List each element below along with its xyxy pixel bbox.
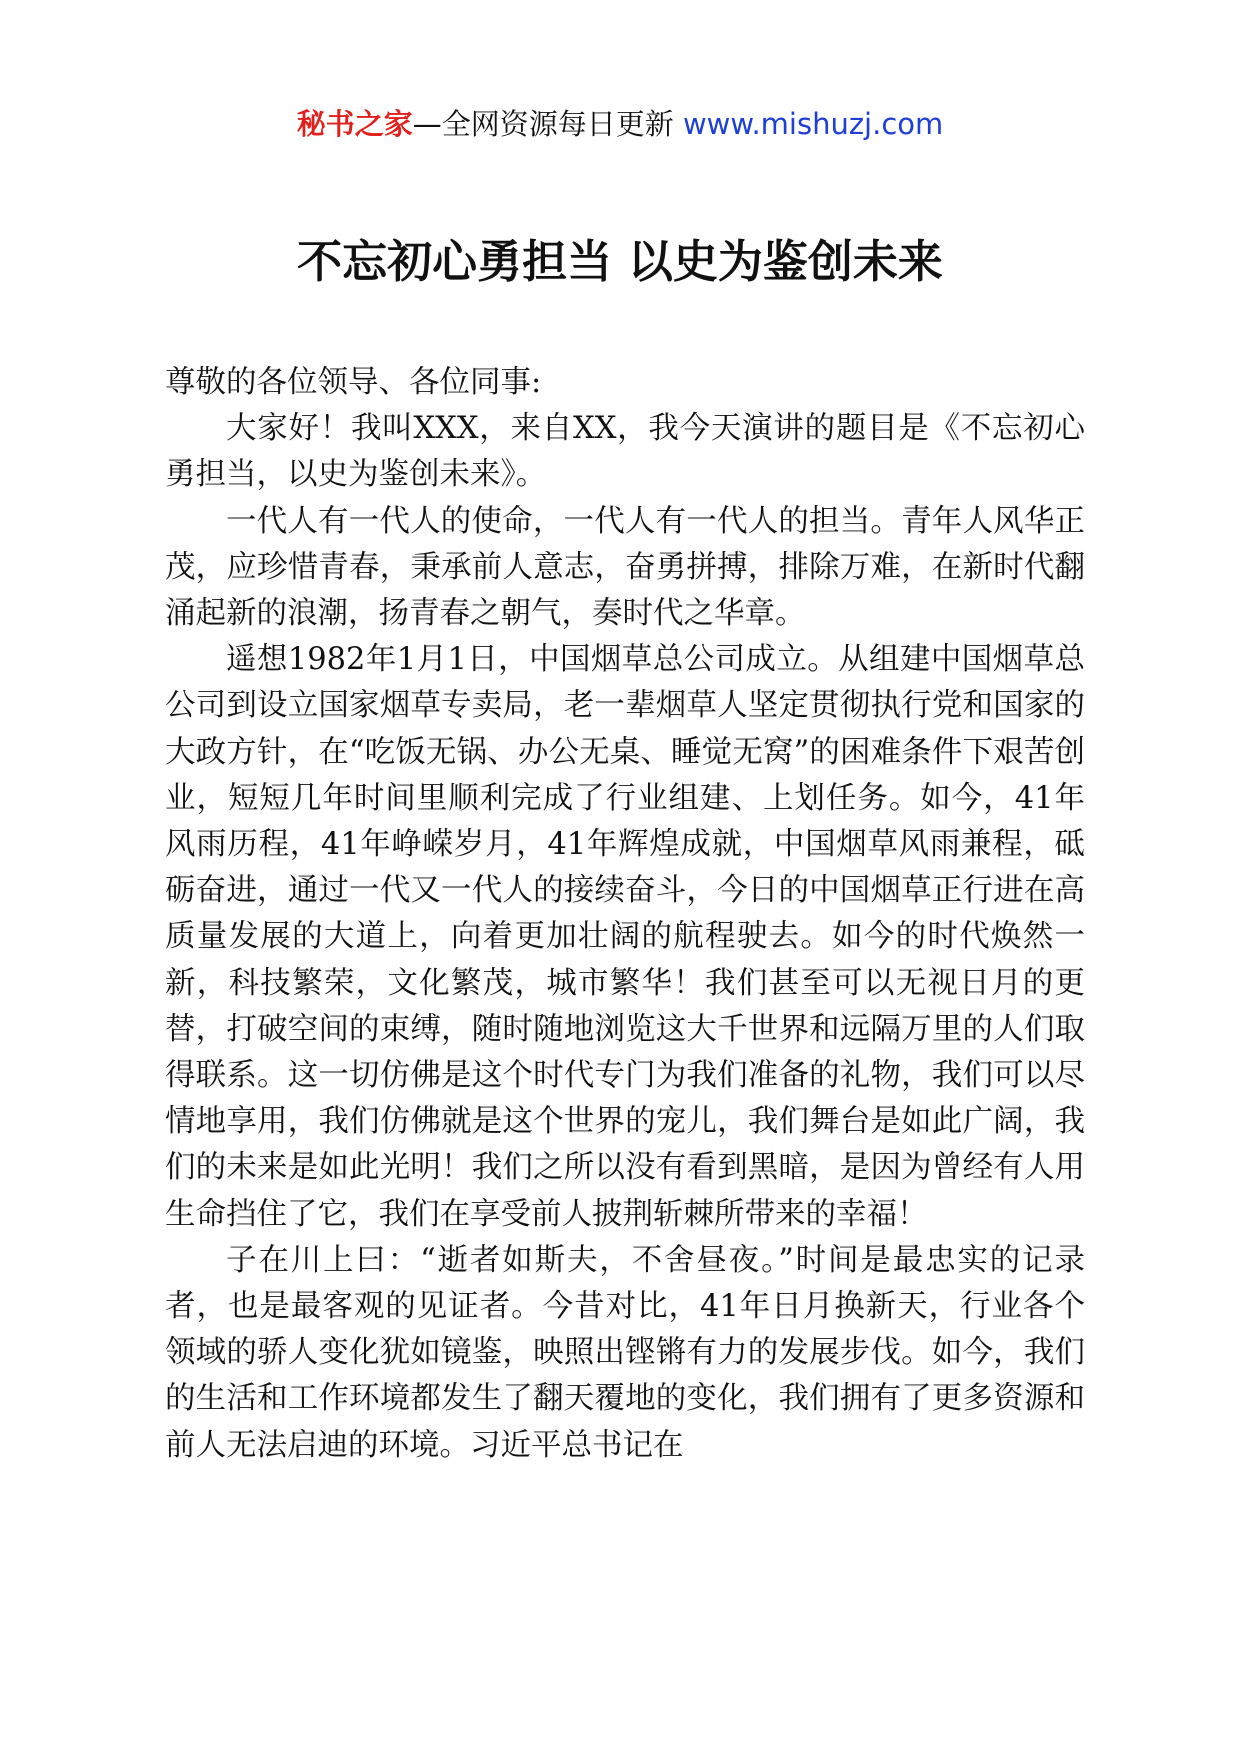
document-body bbox=[165, 360, 1085, 1469]
paragraph-1: 大家好！我叫XXX，来自XX，我今天演讲的题目是《不忘初心勇担当，以史为鉴创未来》。 bbox=[165, 411, 1085, 493]
site-header bbox=[0, 104, 1240, 144]
site-brand: 秘书之家 bbox=[296, 107, 413, 141]
salutation: 尊敬的各位领导、各位同事: bbox=[165, 365, 542, 400]
paragraph-2: 一代人有一代人的使命，一代人有一代人的担当。青年人风华正茂，应珍惜青春，秉承前人意志，奋勇拼搏，排除万难，在新时代翻涌起新的浪潮，扬青春之朝气，奏时代之华章。 bbox=[165, 503, 1085, 632]
document-title: 不忘初心勇担当 以史为鉴创未来 bbox=[297, 235, 943, 288]
paragraph-4: 子在川上曰：“逝者如斯夫，不舍昼夜。”时间是最忠实的记录者，也是最客观的见证者。今昔对比，41年日月换新天，行业各个领域的骄人变化犹如镜鉴，映照出铿锵有力的发展步伐。如今，我们的生活和工作环境都发生了翻天覆地的变化，我们拥有了更多资源和前人无法启迪的环境。习近平总书记在 bbox=[165, 1242, 1085, 1463]
paragraph-3: 遥想1982年1月1日，中国烟草总公司成立。从组建中国烟草总公司到设立国家烟草专卖局，老一辈烟草人坚定贯彻执行党和国家的大政方针，在“吃饭无锅、办公无桌、睡觉无窝”的困难条件下艰苦创业，短短几年时间里顺利完成了行业组建、上划任务。如今，41年风雨历程，41年峥嵘岁月，41年辉煌成就，中国烟草风雨兼程，砥砺奋进，通过一代又一代人的接续奋斗，今日的中国烟草正行进在高质量发展的大道上，向着更加壮阔的航程驶去。如今的时代焕然一新，科技繁荣，文化繁茂，城市繁华！我们甚至可以无视日月的更替，打破空间的束缚，随时随地浏览这大千世界和远隔万里的人们取得联系。这一切仿佛是这个时代专门为我们准备的礼物，我们可以尽情地享用，我们仿佛就是这个世界的宠儿，我们舞台是如此广阔，我们的未来是如此光明！我们之所以没有看到黑暗，是因为曾经有人用生命挡住了它，我们在享受前人披荆斩棘所带来的幸福！ bbox=[165, 642, 1085, 1232]
site-tagline: —全网资源每日更新 bbox=[412, 107, 674, 141]
site-url-link[interactable]: www.mishuzj.com bbox=[682, 107, 944, 141]
